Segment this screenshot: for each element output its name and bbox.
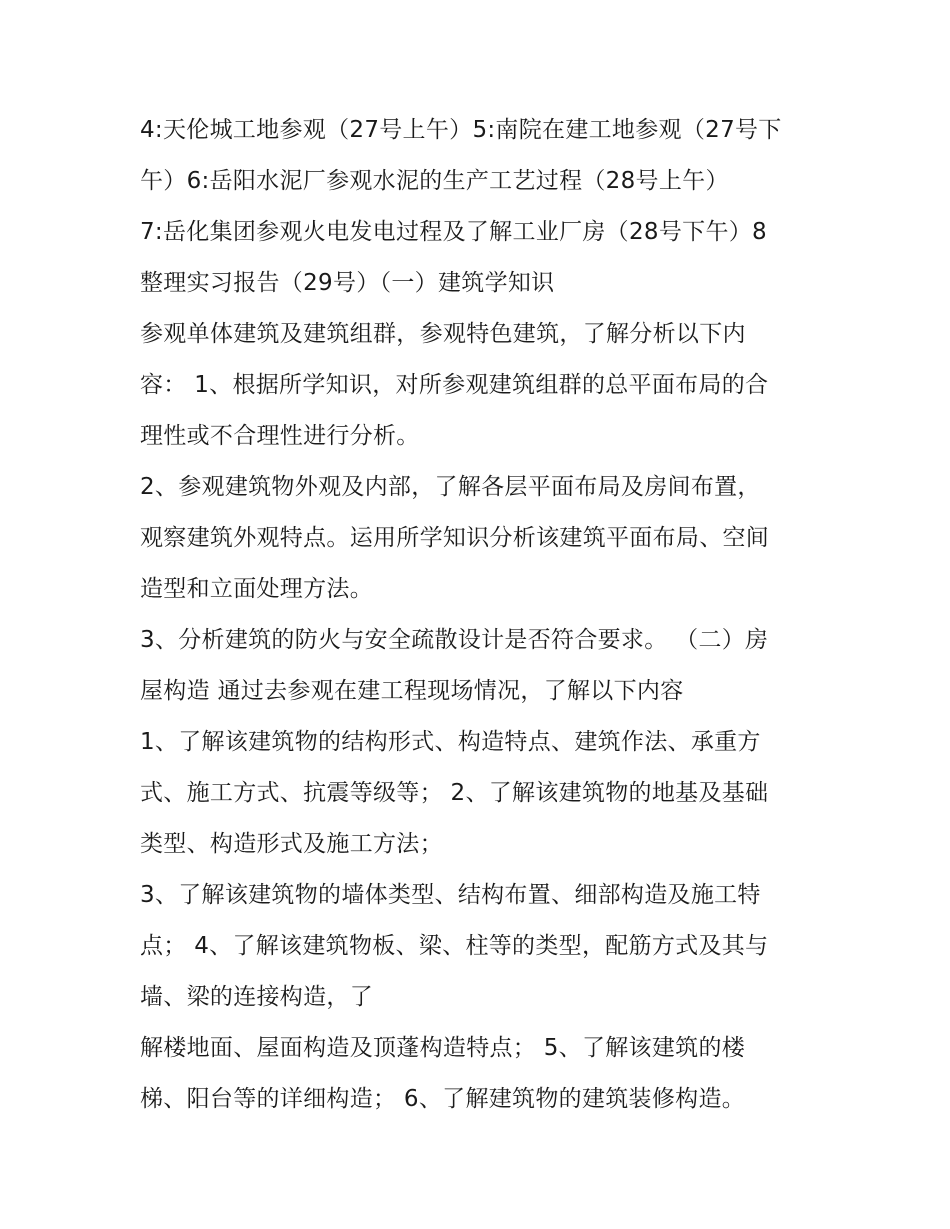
text-line-4: 整理实习报告（29号）（一）建筑学知识: [140, 270, 555, 296]
text-line-2: 午）6:岳阳水泥厂参观水泥的生产工艺过程（28号上午）: [140, 168, 729, 194]
text-line-5: 参观单体建筑及建筑组群，参观特色建筑，了解分析以下内: [140, 321, 746, 347]
text-line-11: 3、分析建筑的防火与安全疏散设计是否符合要求。 （二）房: [140, 627, 769, 653]
text-line-6: 容： 1、根据所学知识，对所参观建筑组群的总平面布局的合: [140, 372, 769, 398]
text-line-15: 类型、构造形式及施工方法；: [140, 831, 443, 857]
body-text: [140, 105, 820, 1125]
text-line-12: 屋构造 通过去参观在建工程现场情况，了解以下内容: [140, 678, 684, 704]
text-line-7: 理性或不合理性进行分析。: [140, 423, 420, 449]
text-line-20: 梯、阳台等的详细构造； 6、了解建筑物的建筑装修构造。: [140, 1086, 746, 1112]
text-line-19: 解楼地面、屋面构造及顶蓬构造特点； 5、了解该建筑的楼: [140, 1035, 746, 1061]
text-line-10: 造型和立面处理方法。: [140, 576, 373, 602]
text-line-8: 2、参观建筑物外观及内部，了解各层平面布局及房间布置，: [140, 474, 761, 500]
text-line-14: 式、施工方式、抗震等级等； 2、了解该建筑物的地基及基础: [140, 780, 769, 806]
text-line-9: 观察建筑外观特点。运用所学知识分析该建筑平面布局、空间: [140, 525, 770, 551]
text-line-18: 墙、梁的连接构造，了: [140, 984, 373, 1010]
text-line-16: 3、了解该建筑物的墙体类型、结构布置、细部构造及施工特: [140, 882, 761, 908]
text-line-13: 1、了解该建筑物的结构形式、构造特点、建筑作法、承重方: [140, 729, 761, 755]
text-line-1: 4:天伦城工地参观（27号上午）5:南院在建工地参观（27号下: [140, 117, 782, 143]
text-line-3: 7:岳化集团参观火电发电过程及了解工业厂房（28号下午）8: [140, 219, 767, 245]
text-line-17: 点； 4、了解该建筑物板、梁、柱等的类型，配筋方式及其与: [140, 933, 769, 959]
